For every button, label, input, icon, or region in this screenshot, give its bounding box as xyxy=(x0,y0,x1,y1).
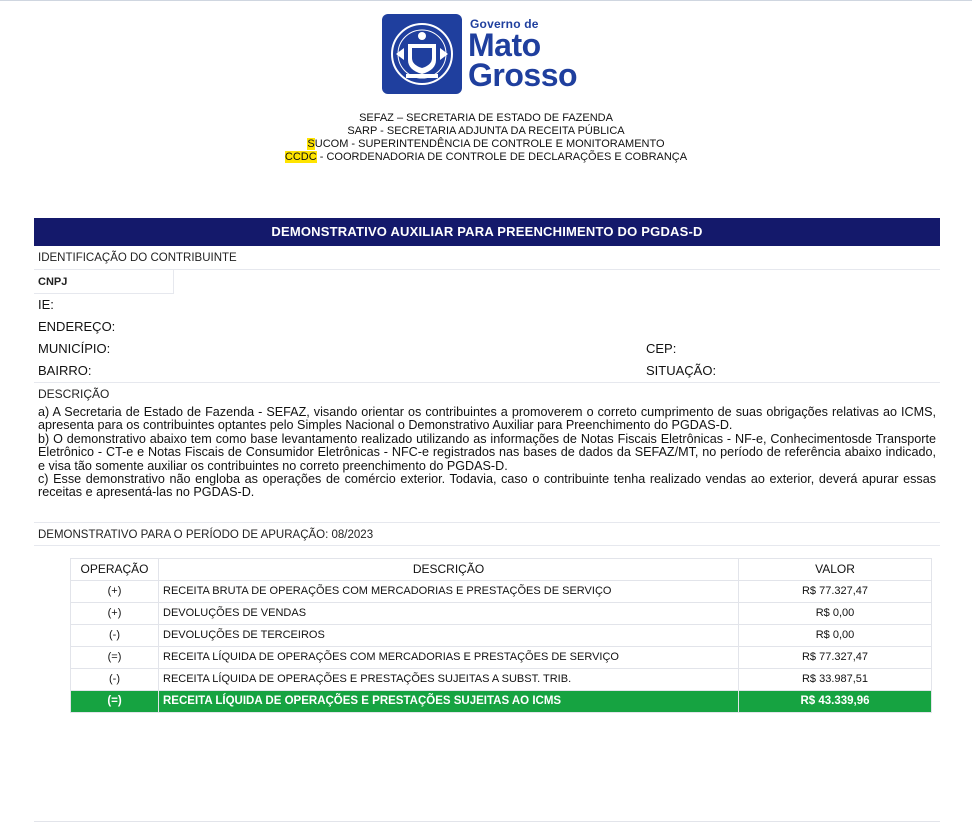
operations-table xyxy=(70,558,932,713)
header-line-3-highlight: S xyxy=(307,138,315,150)
situacao-label: SITUAÇÃO: xyxy=(646,363,717,378)
description-heading: DESCRIÇÃO xyxy=(34,382,940,404)
operation-cell: (+) xyxy=(71,580,159,602)
bairro-label: BAIRRO: xyxy=(38,363,92,378)
header-line-4 xyxy=(0,151,972,164)
operation-cell: (-) xyxy=(71,668,159,690)
government-logo xyxy=(382,14,612,94)
description-text xyxy=(34,404,940,500)
identification-heading: IDENTIFICAÇÃO DO CONTRIBUINTE xyxy=(34,246,940,270)
bottom-border xyxy=(34,821,940,822)
municipio-row xyxy=(34,338,940,360)
value-cell: R$ 33.987,51 xyxy=(739,668,932,690)
table-row xyxy=(71,602,932,624)
operation-cell: (+) xyxy=(71,602,159,624)
header-line-4-highlight: CCDC xyxy=(284,151,317,163)
municipio-label: MUNICÍPIO: xyxy=(38,341,111,356)
description-paragraph-c: c) Esse demonstrativo não engloba as operações de comércio exterior. Todavia, caso o contribuinte tenha realizado vendas ao exterior, deverá apurar essas receitas e apresentá-las no PGDAS-D. xyxy=(38,472,936,500)
top-border xyxy=(0,0,972,1)
table-row xyxy=(71,668,932,690)
document-title: DEMONSTRATIVO AUXILIAR PARA PREENCHIMENTO DO PGDAS-D xyxy=(34,218,940,246)
spacer xyxy=(34,500,940,522)
operation-cell: (-) xyxy=(71,624,159,646)
table-row xyxy=(71,646,932,668)
description-cell: DEVOLUÇÕES DE TERCEIROS xyxy=(159,624,739,646)
column-header-value: VALOR xyxy=(739,558,932,580)
mato-grosso-coat-of-arms-icon xyxy=(382,14,462,94)
description-cell: RECEITA LÍQUIDA DE OPERAÇÕES E PRESTAÇÕES SUJEITAS AO ICMS xyxy=(159,690,739,712)
table-header-row xyxy=(71,558,932,580)
description-cell: RECEITA BRUTA DE OPERAÇÕES COM MERCADORIAS E PRESTAÇÕES DE SERVIÇO xyxy=(159,580,739,602)
description-cell: DEVOLUÇÕES DE VENDAS xyxy=(159,602,739,624)
endereco-label: ENDEREÇO: xyxy=(38,319,116,334)
value-cell: R$ 0,00 xyxy=(739,602,932,624)
cep-label: CEP: xyxy=(646,341,677,356)
value-cell: R$ 77.327,47 xyxy=(739,646,932,668)
logo-line-1: Governo de xyxy=(470,17,539,31)
header-line-4-text: - COORDENADORIA DE CONTROLE DE DECLARAÇÕES E COBRANÇA xyxy=(316,151,688,163)
value-cell: R$ 77.327,47 xyxy=(739,580,932,602)
ie-label: IE: xyxy=(38,297,54,312)
table-row xyxy=(71,580,932,602)
header-line-3-text: UCOM - SUPERINTENDÊNCIA DE CONTROLE E MONITORAMENTO xyxy=(314,138,665,150)
description-paragraph-b: b) O demonstrativo abaixo tem como base levantamento realizado utilizando as informações de Notas Fiscais Eletrônicas - NF-e, Conhecimentosde Transporte Eletrônico - CT-e e Notas Fiscais de Consumidor Eletrônicas - NFC-e registrados nas bases de dados da SEFAZ/MT, no período de referência abaixo indicado, e visa tão somente auxiliar os contribuintes no correto preenchimento do PGDAS-D. xyxy=(38,431,936,473)
value-cell: R$ 0,00 xyxy=(739,624,932,646)
column-header-operation: OPERAÇÃO xyxy=(71,558,159,580)
total-row xyxy=(71,690,932,712)
operation-cell: (=) xyxy=(71,646,159,668)
endereco-row xyxy=(34,316,940,338)
header-line-2: SARP - SECRETARIA ADJUNTA DA RECEITA PÚBLICA xyxy=(347,125,625,137)
description-paragraph-a: a) A Secretaria de Estado de Fazenda - SEFAZ, visando orientar os contribuintes a promoverem o correto cumprimento de suas obrigações relativas ao ICMS, apresenta para os contribuintes optantes pelo Simples Nacional o Demonstrativo Auxiliar para Preenchimento do PGDAS-D. xyxy=(38,405,936,433)
operation-cell: (=) xyxy=(71,690,159,712)
table-row xyxy=(71,624,932,646)
description-cell: RECEITA LÍQUIDA DE OPERAÇÕES E PRESTAÇÕES SUJEITAS A SUBST. TRIB. xyxy=(159,668,739,690)
cnpj-label: CNPJ xyxy=(34,270,174,294)
description-cell: RECEITA LÍQUIDA DE OPERAÇÕES COM MERCADORIAS E PRESTAÇÕES DE SERVIÇO xyxy=(159,646,739,668)
logo-wordmark xyxy=(468,17,578,93)
header-line-1: SEFAZ – SECRETARIA DE ESTADO DE FAZENDA xyxy=(359,112,613,124)
header-line-3 xyxy=(0,138,972,151)
ie-row xyxy=(34,294,940,316)
column-header-description: DESCRIÇÃO xyxy=(159,558,739,580)
logo-line-3: Grosso xyxy=(468,57,578,93)
statement-document xyxy=(34,218,940,713)
value-cell: R$ 43.339,96 xyxy=(739,690,932,712)
logo-line-2: Mato xyxy=(468,27,541,63)
bairro-row xyxy=(34,360,940,382)
agency-header xyxy=(0,112,972,164)
period-heading: DEMONSTRATIVO PARA O PERÍODO DE APURAÇÃO: 08/2023 xyxy=(34,522,940,546)
